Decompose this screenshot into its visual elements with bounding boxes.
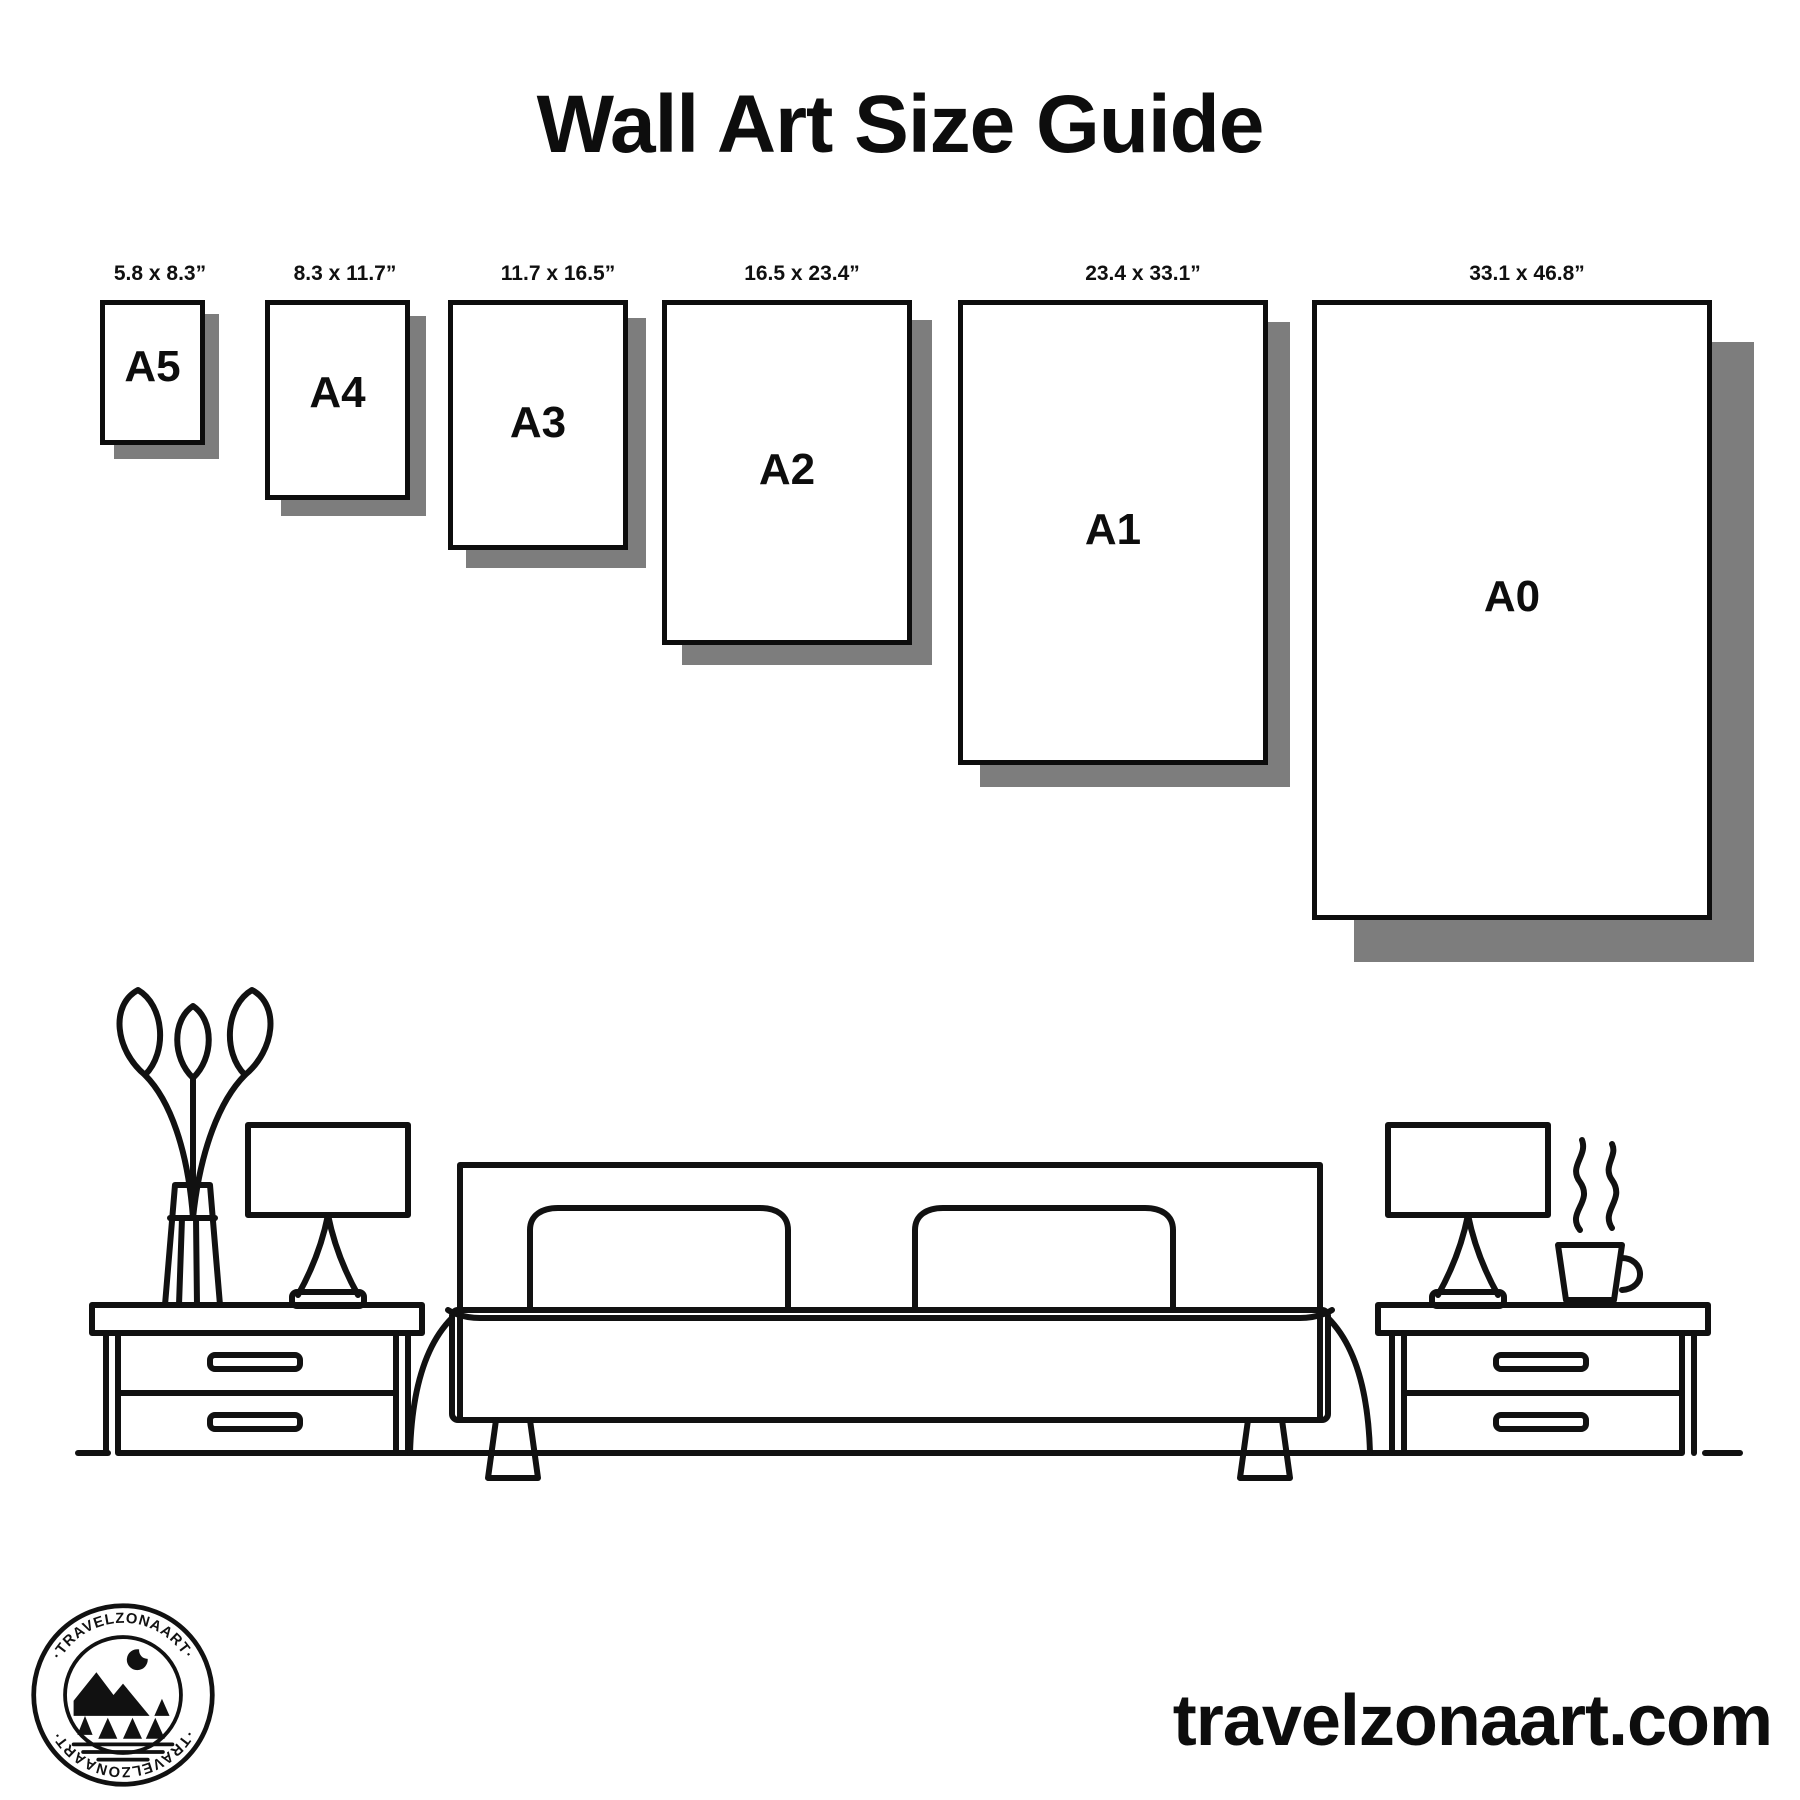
tree-icon [154,1699,169,1716]
frame-label-a2: A2 [758,445,816,494]
moon-icon [127,1649,148,1670]
coffee-cup [1558,1140,1640,1300]
mountain-icon [74,1672,150,1716]
website-url[interactable]: travelzonaart.com [1172,1681,1772,1761]
size-item-a1 [958,262,1328,800]
size-item-a5 [100,262,220,500]
frame-label-a5: A5 [124,342,181,391]
bedroom-scene [60,980,1760,1540]
brand-logo [28,1600,218,1790]
size-item-a0 [1312,262,1742,960]
size-dim-a3: 11.7 x 16.5” [500,262,616,285]
right-table-lamp [1388,1125,1548,1306]
left-table-lamp [248,1125,408,1306]
size-item-a2 [662,262,942,670]
frame-label-a3: A3 [509,398,567,447]
left-nightstand [92,1305,422,1453]
size-item-a4 [265,262,425,540]
size-dim-a2: 16.5 x 23.4” [744,262,860,285]
logo-ring-text-top: ·TRAVELZONAART· [49,1610,197,1663]
logo-ring-text-bottom: ·TRAVELZONAART· [49,1727,197,1780]
size-dim-a0: 33.1 x 46.8” [1469,262,1585,285]
page-title: Wall Art Size Guide [536,79,1264,170]
frame-label-a4: A4 [309,368,366,417]
size-dim-a1: 23.4 x 33.1” [1085,262,1201,285]
logo-emblem [74,1649,173,1759]
frame-label-a1: A1 [1084,505,1142,554]
right-nightstand [1378,1305,1708,1453]
frame-label-a0: A0 [1483,572,1541,621]
size-item-a3 [448,262,668,600]
bed [410,1165,1370,1478]
size-dim-a4: 8.3 x 11.7” [293,262,397,285]
size-dim-a5: 5.8 x 8.3” [113,262,207,285]
